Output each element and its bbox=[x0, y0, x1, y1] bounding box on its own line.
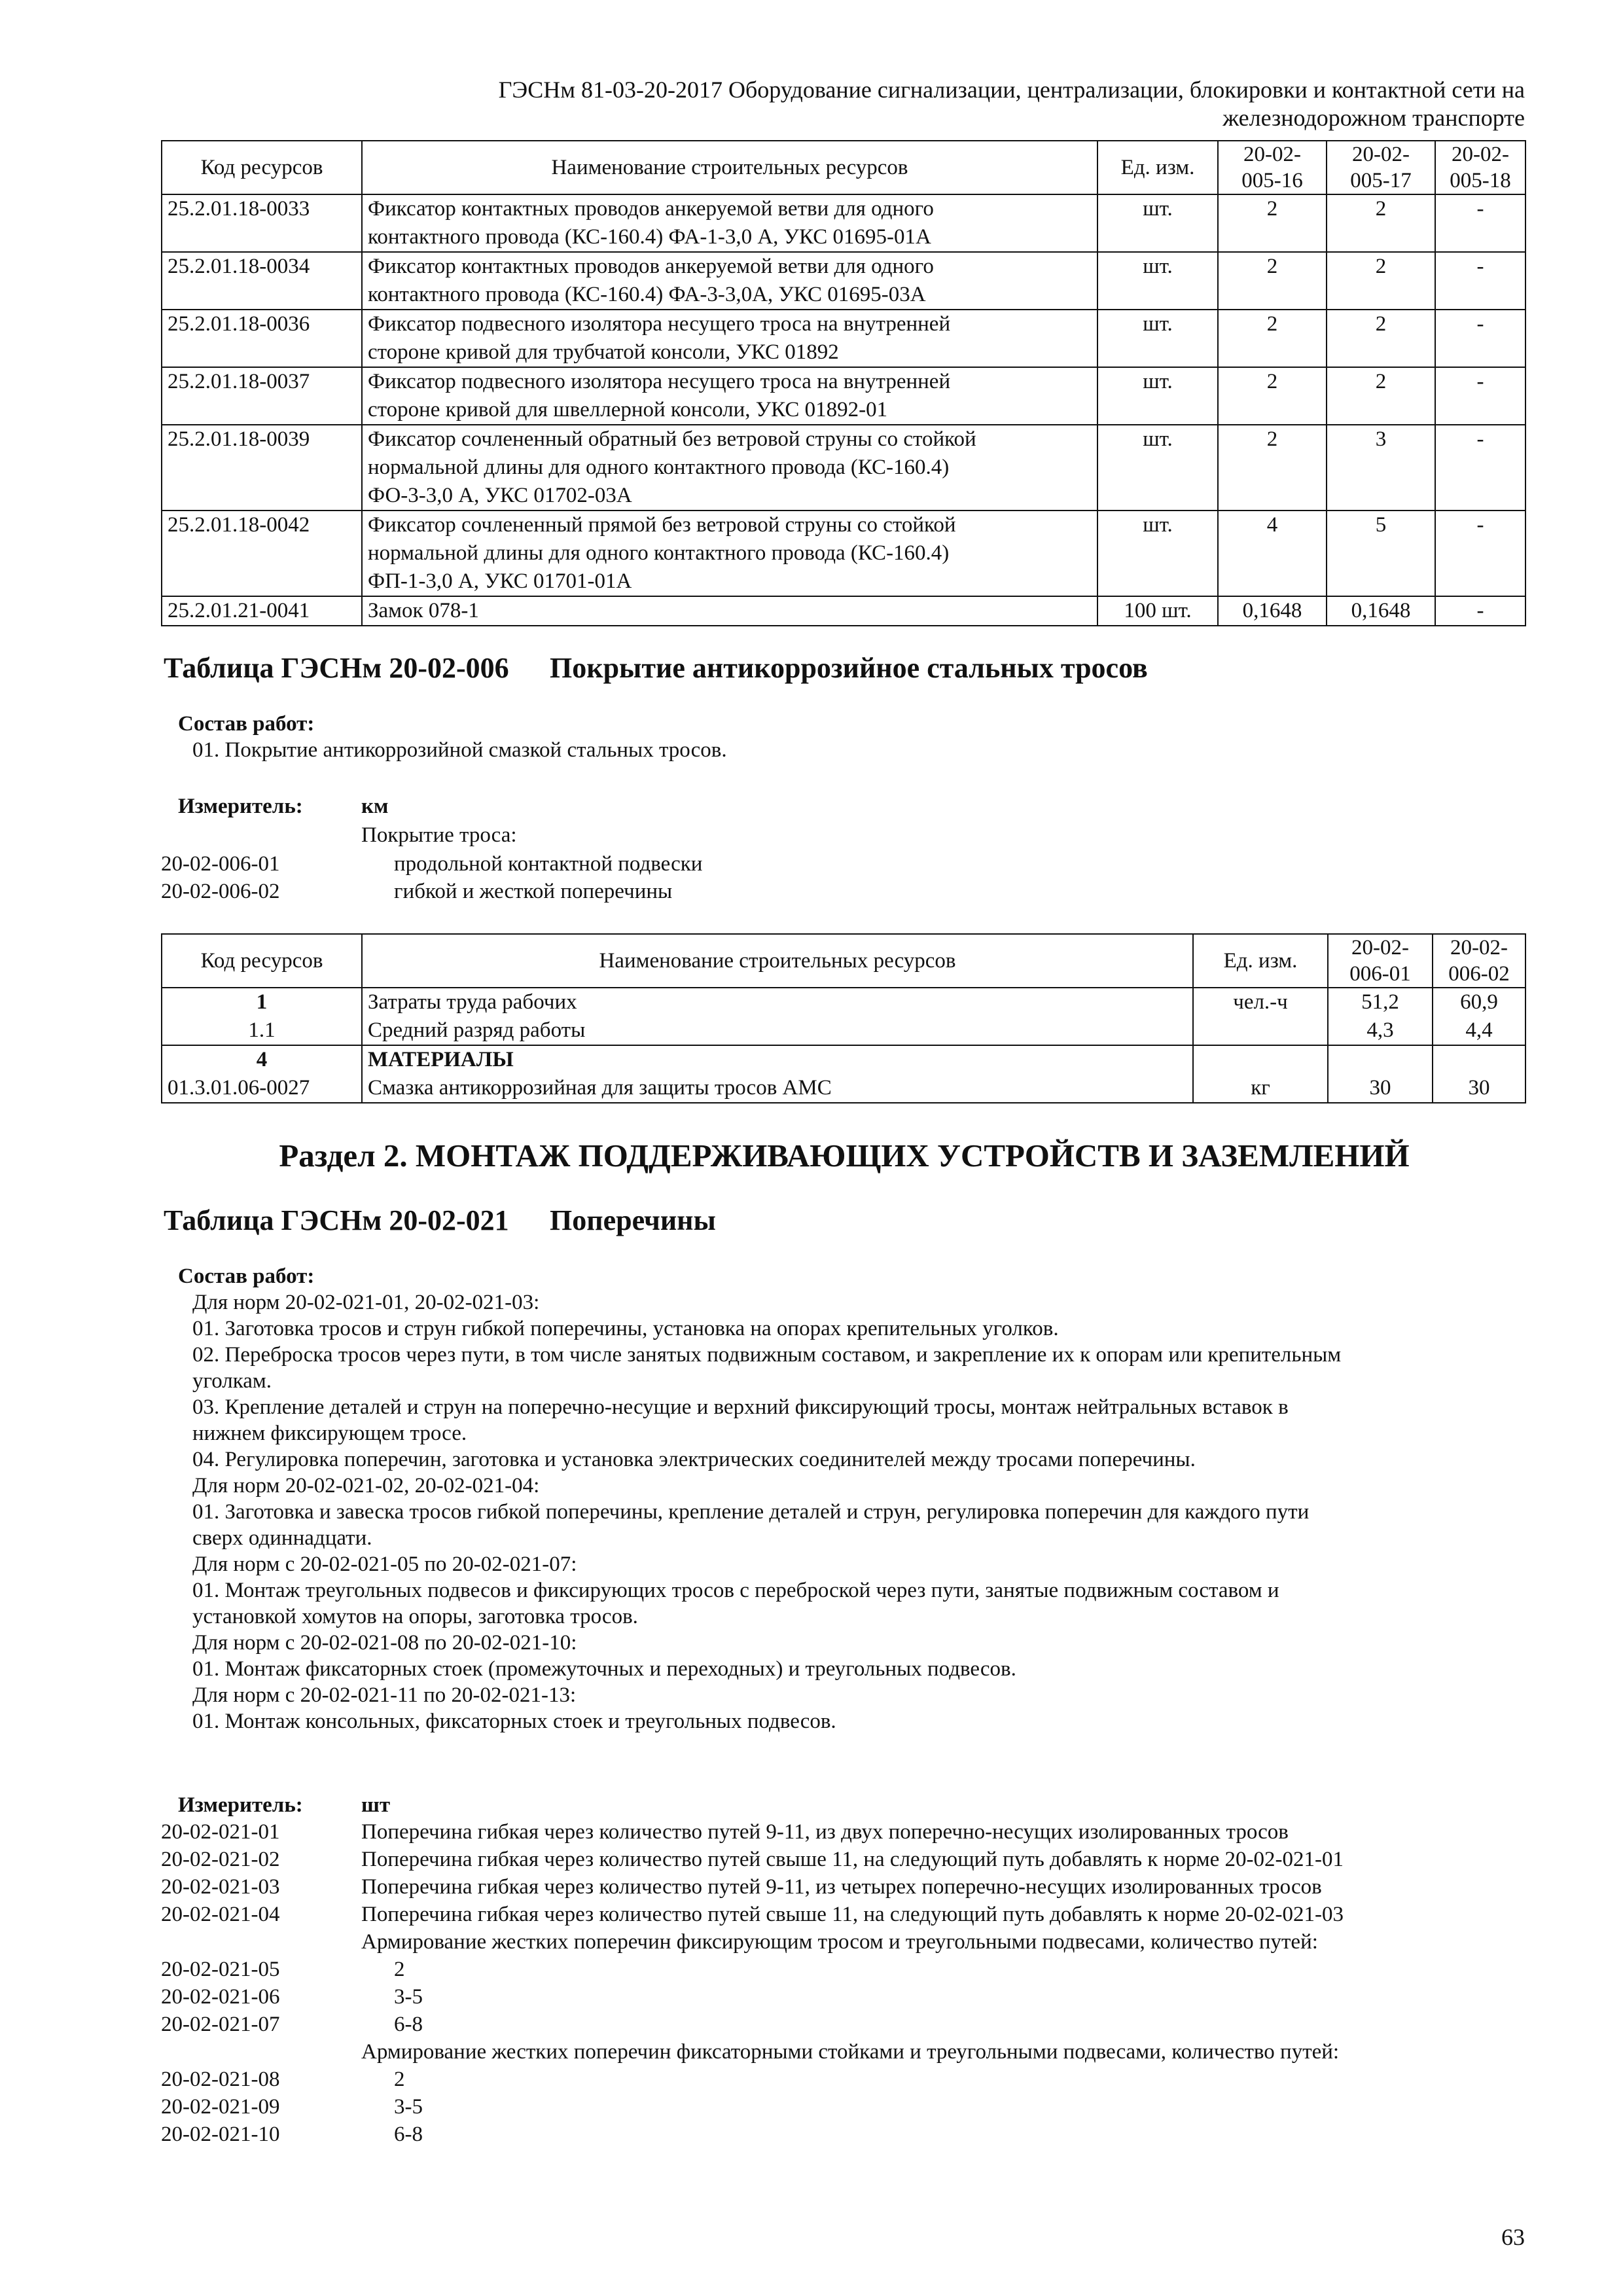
composition-line: 03. Крепление деталей и струн на поперечно-несущие и верхний фиксирующий тросы, монтаж нейтральных вставок в bbox=[192, 1395, 1289, 1419]
resource-name-line: Фиксатор контактных проводов анкеруемой ветви для одного bbox=[368, 255, 934, 278]
norm-desc: 3-5 bbox=[394, 1985, 423, 2009]
composition-line: Для норм 20-02-021-02, 20-02-021-04: bbox=[192, 1474, 540, 1498]
norm-desc: 2 bbox=[394, 1958, 405, 1981]
meter-label: Измеритель: bbox=[178, 1793, 303, 1817]
resource-code: 25.2.01.18-0034 bbox=[162, 252, 362, 310]
resource-value: 2 bbox=[1218, 367, 1327, 425]
composition-line: установкой хомутов на опоры, заготовка тросов. bbox=[192, 1605, 638, 1628]
norm-code: 20-02-021-04 bbox=[161, 1903, 280, 1926]
norm-code: 20-02-006-01 bbox=[161, 852, 280, 876]
table-title-006 bbox=[164, 649, 1148, 687]
resource-name-line: Фиксатор сочлененный обратный без ветровой струны со стойкой bbox=[368, 427, 976, 451]
table-number: Таблица ГЭСНм 20-02-006 bbox=[164, 652, 509, 684]
resource-name bbox=[362, 511, 1097, 596]
resource-unit bbox=[1193, 1016, 1328, 1045]
table-row bbox=[162, 367, 1525, 425]
resource-value: 5 bbox=[1327, 511, 1435, 596]
resource-unit: 100 шт. bbox=[1097, 596, 1218, 626]
norm-desc: гибкой и жесткой поперечины bbox=[394, 880, 673, 903]
norm-code: 20-02-021-10 bbox=[161, 2123, 280, 2146]
resource-name bbox=[362, 194, 1097, 252]
norm-desc: Поперечина гибкая через количество путей свыше 11, на следующий путь добавлять к норме 20-02-021-01 bbox=[361, 1848, 1344, 1871]
resource-value bbox=[1433, 1045, 1525, 1074]
composition-line: Для норм 20-02-021-01, 20-02-021-03: bbox=[192, 1291, 540, 1314]
table-row bbox=[162, 194, 1525, 252]
resources-table-005 bbox=[161, 140, 1526, 626]
table-row bbox=[162, 1045, 1525, 1074]
resource-name: МАТЕРИАЛЫ bbox=[362, 1045, 1193, 1074]
col-header-unit: Ед. изм. bbox=[1097, 141, 1218, 194]
resource-value: - bbox=[1435, 194, 1525, 252]
composition-label: Состав работ: bbox=[178, 1265, 315, 1288]
resource-value: 30 bbox=[1433, 1074, 1525, 1103]
norm-code: 20-02-006-02 bbox=[161, 880, 280, 903]
col-header-name: Наименование строительных ресурсов bbox=[362, 141, 1097, 194]
norm-desc: 2 bbox=[394, 2068, 405, 2091]
resource-code: 01.3.01.06-0027 bbox=[162, 1074, 362, 1103]
resource-code: 25.2.01.18-0039 bbox=[162, 425, 362, 511]
resource-name-line: ФП-1-3,0 А, УКС 01701-01А bbox=[368, 569, 632, 593]
resource-code: 1.1 bbox=[162, 1016, 362, 1045]
composition-line: 01. Монтаж фиксаторных стоек (промежуточных и переходных) и треугольных подвесов. bbox=[192, 1657, 1016, 1681]
composition-line: Для норм с 20-02-021-08 по 20-02-021-10: bbox=[192, 1631, 577, 1655]
resource-value: 51,2 bbox=[1328, 988, 1433, 1016]
resource-value: 2 bbox=[1327, 367, 1435, 425]
resource-value: 4,3 bbox=[1328, 1016, 1433, 1045]
col-header-norm: 20-02-006-02 bbox=[1433, 934, 1525, 988]
norm-code: 20-02-021-08 bbox=[161, 2068, 280, 2091]
resource-name-line: контактного провода (КС-160.4) ФА-3-3,0А, УКС 01695-03А bbox=[368, 283, 926, 306]
col-header-unit: Ед. изм. bbox=[1193, 934, 1328, 988]
norm-desc: Поперечина гибкая через количество путей 9-11, из четырех поперечно-несущих изолированных тросов bbox=[361, 1875, 1322, 1899]
norm-group-heading: Армирование жестких поперечин фиксирующим тросом и треугольными подвесами, количество путей: bbox=[361, 1930, 1318, 1954]
table-row bbox=[162, 511, 1525, 596]
composition-label: Состав работ: bbox=[178, 712, 315, 736]
resource-value: - bbox=[1435, 367, 1525, 425]
resource-code: 25.2.01.18-0037 bbox=[162, 367, 362, 425]
resource-value: 2 bbox=[1327, 194, 1435, 252]
resource-value: 0,1648 bbox=[1218, 596, 1327, 626]
composition-line: 02. Переброска тросов через пути, в том числе занятых подвижным составом, и закрепление их к опорам или крепительным bbox=[192, 1343, 1342, 1367]
page-number: 63 bbox=[1501, 2224, 1525, 2250]
resource-unit: шт. bbox=[1097, 511, 1218, 596]
resource-name-line: Замок 078-1 bbox=[368, 599, 479, 622]
resource-code: 4 bbox=[162, 1045, 362, 1074]
col-header-norm: 20-02-005-17 bbox=[1327, 141, 1435, 194]
composition-list bbox=[178, 1289, 1526, 1734]
table-row bbox=[162, 252, 1525, 310]
resource-unit: кг bbox=[1193, 1074, 1328, 1103]
composition-line: 01. Заготовка и завеска тросов гибкой поперечины, крепление деталей и струн, регулировка поперечин для каждого пути bbox=[192, 1500, 1310, 1524]
composition-line: 01. Монтаж треугольных подвесов и фиксирующих тросов с переброской через пути, занятые подвижным составом и bbox=[192, 1579, 1279, 1602]
resource-value: 30 bbox=[1328, 1074, 1433, 1103]
resource-name-line: ФО-3-3,0 А, УКС 01702-03А bbox=[368, 484, 632, 507]
resource-name-line: Фиксатор сочлененный прямой без ветровой струны со стойкой bbox=[368, 513, 956, 537]
resource-value: 3 bbox=[1327, 425, 1435, 511]
table-row bbox=[162, 1074, 1525, 1103]
resource-name: Средний разряд работы bbox=[362, 1016, 1193, 1045]
resource-unit: шт. bbox=[1097, 194, 1218, 252]
resource-value: 2 bbox=[1218, 425, 1327, 511]
section-title: Раздел 2. МОНТАЖ ПОДДЕРЖИВАЮЩИХ УСТРОЙСТВ И ЗАЗЕМЛЕНИЙ bbox=[279, 1138, 1410, 1174]
resource-name-line: нормальной длины для одного контактного провода (КС-160.4) bbox=[368, 541, 950, 565]
composition-line: 01. Монтаж консольных, фиксаторных стоек и треугольных подвесов. bbox=[192, 1710, 836, 1733]
resource-name-line: стороне кривой для швеллерной консоли, УКС 01892-01 bbox=[368, 398, 888, 422]
composition-item: 01. Покрытие антикоррозийной смазкой стальных тросов. bbox=[192, 738, 727, 762]
resource-value: - bbox=[1435, 252, 1525, 310]
table-header-row bbox=[162, 141, 1525, 194]
resource-name-line: Фиксатор подвесного изолятора несущего троса на внутренней bbox=[368, 312, 951, 336]
norm-desc: Поперечина гибкая через количество путей 9-11, из двух поперечно-несущих изолированных тросов bbox=[361, 1820, 1289, 1844]
norm-code: 20-02-021-01 bbox=[161, 1820, 280, 1844]
resource-value: - bbox=[1435, 511, 1525, 596]
composition-line: Для норм с 20-02-021-05 по 20-02-021-07: bbox=[192, 1552, 577, 1576]
col-header-name: Наименование строительных ресурсов bbox=[362, 934, 1193, 988]
running-header bbox=[164, 76, 1525, 132]
running-header-line2: железнодорожном транспорте bbox=[1222, 105, 1525, 131]
col-header-norm: 20-02-005-18 bbox=[1435, 141, 1525, 194]
resource-name-line: Фиксатор подвесного изолятора несущего троса на внутренней bbox=[368, 370, 951, 393]
norm-code: 20-02-021-03 bbox=[161, 1875, 280, 1899]
resource-unit: шт. bbox=[1097, 252, 1218, 310]
resource-name: Затраты труда рабочих bbox=[362, 988, 1193, 1016]
table-row bbox=[162, 310, 1525, 367]
resource-value: 4 bbox=[1218, 511, 1327, 596]
resource-unit bbox=[1193, 1045, 1328, 1074]
resource-value: 2 bbox=[1327, 310, 1435, 367]
norm-code: 20-02-021-09 bbox=[161, 2095, 280, 2119]
composition-line: уголкам. bbox=[192, 1369, 272, 1393]
norm-desc: 6-8 bbox=[394, 2013, 423, 2036]
composition-line: 01. Заготовка тросов и струн гибкой поперечины, установка на опорах крепительных уголков. bbox=[192, 1317, 1059, 1340]
table-name: Покрытие антикоррозийное стальных тросов bbox=[550, 652, 1148, 684]
norm-desc: Поперечина гибкая через количество путей свыше 11, на следующий путь добавлять к норме 20-02-021-03 bbox=[361, 1903, 1344, 1926]
resource-name bbox=[362, 367, 1097, 425]
resource-value: - bbox=[1435, 425, 1525, 511]
norm-group-heading: Армирование жестких поперечин фиксаторными стойками и треугольными подвесами, количество путей: bbox=[361, 2040, 1340, 2064]
table-row bbox=[162, 425, 1525, 511]
resource-name-line: нормальной длины для одного контактного провода (КС-160.4) bbox=[368, 456, 950, 479]
table-row bbox=[162, 988, 1525, 1016]
col-header-code: Код ресурсов bbox=[162, 141, 362, 194]
norm-code: 20-02-021-06 bbox=[161, 1985, 280, 2009]
meter-unit: км bbox=[361, 795, 389, 818]
table-name: Поперечины bbox=[550, 1204, 716, 1236]
resource-name-line: контактного провода (КС-160.4) ФА-1-3,0 А, УКС 01695-01А bbox=[368, 225, 931, 249]
resource-name-line: стороне кривой для трубчатой консоли, УКС 01892 bbox=[368, 340, 839, 364]
resource-name: Смазка антикоррозийная для защиты тросов АМС bbox=[362, 1074, 1193, 1103]
resource-name bbox=[362, 596, 1097, 626]
norm-code: 20-02-021-07 bbox=[161, 2013, 280, 2036]
resource-value: 2 bbox=[1218, 252, 1327, 310]
resource-value: 2 bbox=[1327, 252, 1435, 310]
resource-name bbox=[362, 252, 1097, 310]
col-header-code: Код ресурсов bbox=[162, 934, 362, 988]
table-header-row bbox=[162, 934, 1525, 988]
composition-line: нижнем фиксирующем тросе. bbox=[192, 1422, 467, 1445]
composition-line: Для норм с 20-02-021-11 по 20-02-021-13: bbox=[192, 1683, 577, 1707]
resource-name bbox=[362, 425, 1097, 511]
resource-code: 25.2.01.21-0041 bbox=[162, 596, 362, 626]
resource-unit: шт. bbox=[1097, 367, 1218, 425]
resource-unit: шт. bbox=[1097, 310, 1218, 367]
resource-code: 1 bbox=[162, 988, 362, 1016]
col-header-norm: 20-02-006-01 bbox=[1328, 934, 1433, 988]
resource-value: 2 bbox=[1218, 194, 1327, 252]
resource-value bbox=[1328, 1045, 1433, 1074]
resource-value: 60,9 bbox=[1433, 988, 1525, 1016]
resource-unit: чел.-ч bbox=[1193, 988, 1328, 1016]
composition-021 bbox=[178, 1263, 1526, 1734]
table-number: Таблица ГЭСНм 20-02-021 bbox=[164, 1204, 509, 1236]
resource-value: 4,4 bbox=[1433, 1016, 1525, 1045]
resource-unit: шт. bbox=[1097, 425, 1218, 511]
resource-value: - bbox=[1435, 310, 1525, 367]
col-header-norm: 20-02-005-16 bbox=[1218, 141, 1327, 194]
resource-code: 25.2.01.18-0036 bbox=[162, 310, 362, 367]
norm-desc: 6-8 bbox=[394, 2123, 423, 2146]
norm-desc: 3-5 bbox=[394, 2095, 423, 2119]
norm-desc: продольной контактной подвески bbox=[394, 852, 703, 876]
resource-name-line: Фиксатор контактных проводов анкеруемой ветви для одного bbox=[368, 197, 934, 221]
resource-value: 0,1648 bbox=[1327, 596, 1435, 626]
composition-line: 04. Регулировка поперечин, заготовка и установка электрических соединителей между тросами поперечины. bbox=[192, 1448, 1196, 1471]
meter-label: Измеритель: bbox=[178, 795, 303, 818]
table-title-021 bbox=[164, 1202, 716, 1239]
resource-value: 2 bbox=[1218, 310, 1327, 367]
meter-unit: шт bbox=[361, 1793, 391, 1817]
composition-006 bbox=[178, 711, 727, 763]
table-row bbox=[162, 596, 1525, 626]
resource-name bbox=[362, 310, 1097, 367]
norm-code: 20-02-021-05 bbox=[161, 1958, 280, 1981]
resource-value: - bbox=[1435, 596, 1525, 626]
resource-code: 25.2.01.18-0042 bbox=[162, 511, 362, 596]
composition-line: сверх одиннадцати. bbox=[192, 1526, 372, 1550]
norm-code: 20-02-021-02 bbox=[161, 1848, 280, 1871]
meter-intro: Покрытие троса: bbox=[361, 823, 517, 847]
resource-code: 25.2.01.18-0033 bbox=[162, 194, 362, 252]
table-row bbox=[162, 1016, 1525, 1045]
resources-table-006 bbox=[161, 933, 1526, 1103]
running-header-line1: ГЭСНм 81-03-20-2017 Оборудование сигнализации, централизации, блокировки и контактной сети на bbox=[498, 77, 1525, 103]
